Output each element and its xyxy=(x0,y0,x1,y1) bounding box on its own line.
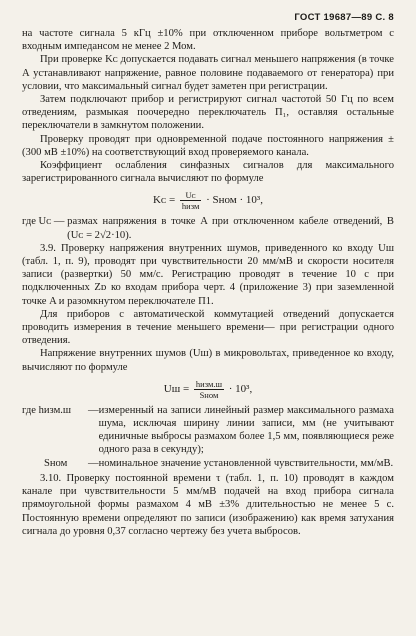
where-uc-text: размах напряжения в точке A при отключенном кабеле отведений, B (Uᴄ = 2√2·10). xyxy=(67,216,394,241)
paragraph-2: При проверке Kᴄ допускается подавать сигнал меньшего напряжения (в точке A устанавливают напряжение, равное половине подаваемого от генератора) при условии, что максимальный сигнал будет заметен при регистрации. xyxy=(22,54,394,92)
paragraph-5: Коэффициент ослабления синфазных сигналов для максимального зарегистрированного сигнала вычисляют по формуле xyxy=(22,160,394,185)
where-uc-label: где Uᴄ — xyxy=(22,216,68,228)
formula-u-fraction xyxy=(194,379,224,400)
paragraph-4: Проверку проводят при одновременной подаче постоянного напряжения ±(300 мВ ±10%) на соответствующий вход проверяемого канала. xyxy=(22,133,394,158)
where-h xyxy=(22,404,394,457)
formula-u-numerator: hизм.ш xyxy=(195,378,222,389)
formula-k-tail: · Sном · 10³, xyxy=(206,194,263,207)
formula-k xyxy=(22,187,394,213)
formula-k-lhs: Kᴄ = xyxy=(153,194,176,207)
where-uc xyxy=(22,215,394,241)
formula-u-tail: · 10³, xyxy=(228,382,253,395)
paragraph-3-9: 3.9. Проверку напряжения внутренних шумов, приведенного ко входу Uш (табл. 1, п. 9), проводят при чувствительности 20 мм/мВ и скорости носителя записи (развертки) 50 мм/с. Регистрацию проводят в течение 10 с при подключенных Zᴅ ко входам прибора черт. 4 (приложение 3) при заземленной точке A и разомкнутом переключателе П1. xyxy=(22,242,394,307)
paragraph-3: Затем подключают прибор и регистрируют сигнал частотой 50 Гц по всем отведениям, размыкая поочередно переключатель П₁, оставляя остальные переключатели в замкнутом положении. xyxy=(22,94,394,132)
paragraph-3-10: 3.10. Проверку постоянной времени τ (табл. 1, п. 10) проводят в каждом канале при чувствительности 5 мм/мВ подачей на вход прибора сигнала прямоугольной формы размахом 4 мВ ±3% длительностью не менее 5 с. Постоянную времени определяют по записи (изображению) как время затухания сигнала до уровня 0,37 согласно чертежу без учета выбросов. xyxy=(22,472,394,537)
where-s-dash: — xyxy=(88,457,99,469)
formula-u xyxy=(22,376,394,402)
paragraph-noise-formula-intro: Напряжение внутренних шумов (Uш) в микровольтах, приведенное ко входу, вычисляют по формуле xyxy=(22,348,394,373)
where-s-text: номинальное значение установленной чувствительности, мм/мВ. xyxy=(98,457,394,469)
where-s xyxy=(22,457,394,470)
where-s-symbol: Sном xyxy=(44,457,68,469)
where-h-dash: — xyxy=(88,404,99,416)
formula-u-denominator: Sном xyxy=(199,389,219,400)
formula-k-numerator: Uᴄ xyxy=(180,190,201,201)
formula-k-denominator: hизм xyxy=(181,201,200,212)
formula-k-fraction xyxy=(180,190,201,211)
paragraph-1: на частоте сигнала 5 кГц ±10% при отключенном приборе вольтметром с входным импедансом не менее 2 Мом. xyxy=(22,28,394,53)
where-h-symbol: где hизм.ш xyxy=(22,404,72,416)
where-h-label: где xyxy=(22,404,36,416)
formula-u-lhs: Uш = xyxy=(163,382,190,395)
where-h-text: измеренный на записи линейный размер максимального размаха шума, исключая ширину линии записи, мм (не учитывают единичные выбросы размахом более 1,5 мм, появляющиеся реже одного раза в секунду); xyxy=(98,404,394,456)
paragraph-auto-switch: Для приборов с автоматической коммутацией отведений допускается проводить измерения в течение меньшего времени— при регистрации одного отведения. xyxy=(22,308,394,347)
page-header: ГОСТ 19687—89 С. 8 xyxy=(294,12,394,23)
